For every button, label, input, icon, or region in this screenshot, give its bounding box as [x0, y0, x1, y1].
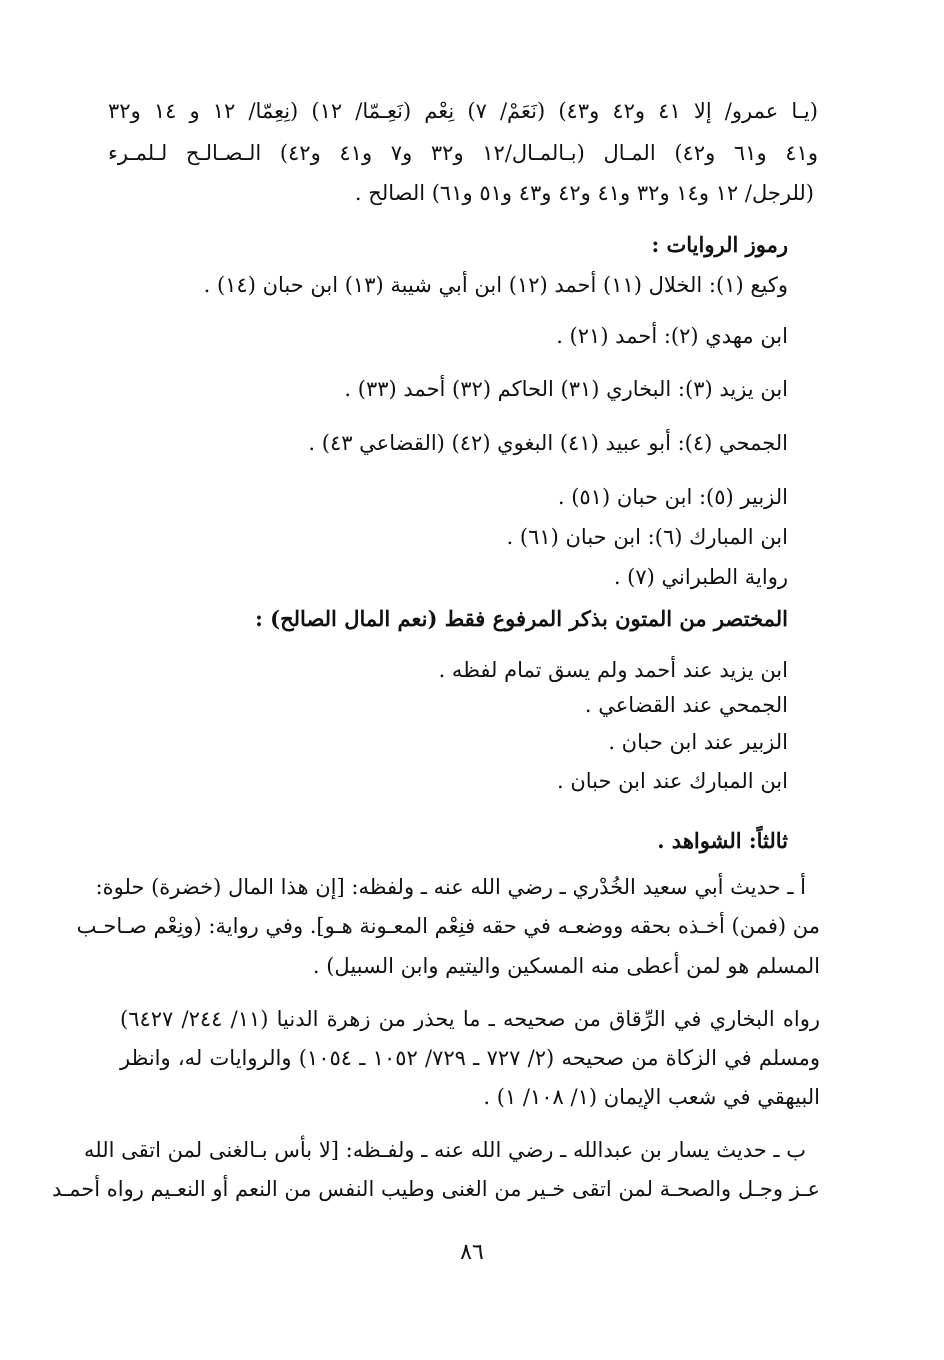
- mukhtasar-heading: المختصر من المتون بذكر المرفوع فقط (نعم المال الصالح) :: [255, 606, 788, 631]
- takhrij-line: ومسلم في الزكاة من صحيحه (٢/ ٧٢٧ ـ ٧٢٩/ ١٠٥٢ ـ ١٠٥٤) والروايات له، وانظر: [120, 1046, 820, 1070]
- riwayat-line: ابن مهدي (٢): أحمد (٢١) .: [556, 324, 788, 348]
- hadith-a-line: أ ـ حديث أبي سعيد الخُدْري ـ رضي الله عنه ـ ولفظه: [إن هذا المال (خضرة) حلوة:: [95, 875, 806, 899]
- page-number: ٨٦: [460, 1240, 484, 1265]
- hadith-b-line: عـز وجـل والصحـة لمن اتقى خـير من الغنى وطيب النفس من النعم أو النعـيم رواه أحمـد: [51, 1177, 820, 1201]
- hadith-b-line: ب ـ حديث يسار بن عبدالله ـ رضي الله عنه ـ ولفـظه: [لا بأس بـالغنى لمن اتقى الله: [84, 1138, 806, 1162]
- mukhtasar-line: ابن المبارك عند ابن حبان .: [557, 769, 788, 793]
- shawahid-heading: ثالثاً: الشواهد .: [657, 828, 788, 853]
- mukhtasar-line: ابن يزيد عند أحمد ولم يسق تمام لفظه .: [438, 658, 788, 682]
- riwayat-heading: رموز الروايات :: [651, 232, 788, 257]
- intro-line: و٤١ و٦١ و٤٢) المـال (بـالمـال/١٢ و٣٢ و٧ و٤١ و٤٢) الـصـالـح لـلمـرء: [108, 141, 818, 165]
- riwayat-line: وكيع (١): الخلال (١١) أحمد (١٢) ابن أبي شيبة (١٣) ابن حبان (١٤) .: [203, 273, 788, 297]
- hadith-a-line: المسلم هو لمن أعطى منه المسكين واليتيم وابن السبيل) .: [312, 954, 820, 978]
- mukhtasar-line: الزبير عند ابن حبان .: [608, 730, 788, 754]
- riwayat-line: ابن المبارك (٦): ابن حبان (٦١) .: [506, 525, 788, 549]
- riwayat-line: رواية الطبراني (٧) .: [613, 565, 788, 589]
- hadith-a-line: من (فمن) أخـذه بحقه ووضعـه في حقه فنِعْم المعـونة هـو]. وفي رواية: (ونِعْم صـاحـب: [76, 914, 820, 938]
- riwayat-line: ابن يزيد (٣): البخاري (٣١) الحاكم (٣٢) أحمد (٣٣) .: [344, 377, 788, 401]
- takhrij-line: البيهقي في شعب الإيمان (١/ ١٠٨/ ١) .: [483, 1085, 820, 1109]
- riwayat-line: الجمحي (٤): أبو عبيد (٤١) البغوي (٤٢) (القضاعي ٤٣) .: [308, 431, 788, 455]
- intro-line: (يـا عمرو/ إلا ٤١ و٤٢ و٤٣) (نَعَمْ/ ٧) نِعْم (نَعِـمّا/ ١٢) (نِعِمّا/ ١٢ و ١٤ و٣٢: [108, 99, 818, 123]
- takhrij-line: رواه البخاري في الرِّقاق من صحيحه ـ ما يحذر من زهرة الدنيا (١١/ ٢٤٤/ ٦٤٢٧): [120, 1007, 820, 1031]
- mukhtasar-line: الجمحي عند القضاعي .: [584, 693, 788, 717]
- intro-line: (للرجل/ ١٢ و١٤ و٣٢ و٤١ و٤٢ و٤٣ و٥١ و٦١) الصالح .: [354, 181, 814, 205]
- riwayat-line: الزبير (٥): ابن حبان (٥١) .: [557, 485, 788, 509]
